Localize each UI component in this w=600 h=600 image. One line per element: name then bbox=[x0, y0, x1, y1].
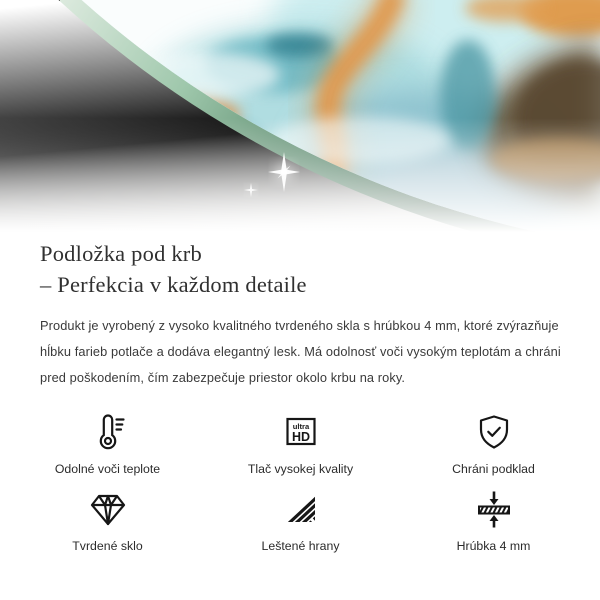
feature-heat-resistant bbox=[11, 410, 204, 477]
feature-label: Leštené hrany bbox=[261, 539, 340, 553]
feature-polished-edges bbox=[204, 487, 397, 554]
diamond-icon bbox=[88, 487, 128, 531]
product-photo bbox=[0, 0, 600, 232]
ultra-hd-text-top: ultra bbox=[292, 422, 309, 432]
page-title-line2: – Perfekcia v každom detaile bbox=[40, 272, 307, 297]
glass-pad-image bbox=[0, 0, 600, 232]
feature-label: Hrúbka 4 mm bbox=[456, 539, 531, 553]
feature-tempered-glass bbox=[11, 487, 204, 554]
photo-fade bbox=[0, 118, 600, 232]
page-title-line1: Podložka pod krb bbox=[40, 241, 202, 266]
feature-label: Odolné voči teplote bbox=[54, 462, 161, 476]
feature-label: Tlač vysokej kvality bbox=[247, 462, 354, 476]
feature-protects-surface bbox=[397, 410, 590, 477]
shield-check-icon bbox=[474, 410, 514, 454]
polished-edges-icon bbox=[281, 487, 321, 531]
ultra-hd-icon bbox=[281, 410, 321, 454]
feature-print-quality bbox=[204, 410, 397, 477]
thickness-icon bbox=[474, 487, 514, 531]
feature-label: Tvrdené sklo bbox=[72, 539, 143, 553]
ultra-hd-text-bottom: HD bbox=[291, 430, 310, 444]
feature-label: Chráni podklad bbox=[452, 462, 535, 476]
feature-grid bbox=[0, 410, 600, 554]
thermometer-icon bbox=[88, 410, 128, 454]
product-description: Produkt je vyrobený z vysoko kvalitného tvrdeného skla s hrúbkou 4 mm, ktoré zvýrazňuje hĺbku farieb potlače a dodáva elegantný lesk. Má odolnosť voči vysokým teplotám a chráni pred poškodením, čím zabezpečuje priestor okolo krbu na roky. bbox=[40, 318, 561, 385]
page-title bbox=[40, 238, 560, 300]
feature-thickness bbox=[397, 487, 590, 554]
